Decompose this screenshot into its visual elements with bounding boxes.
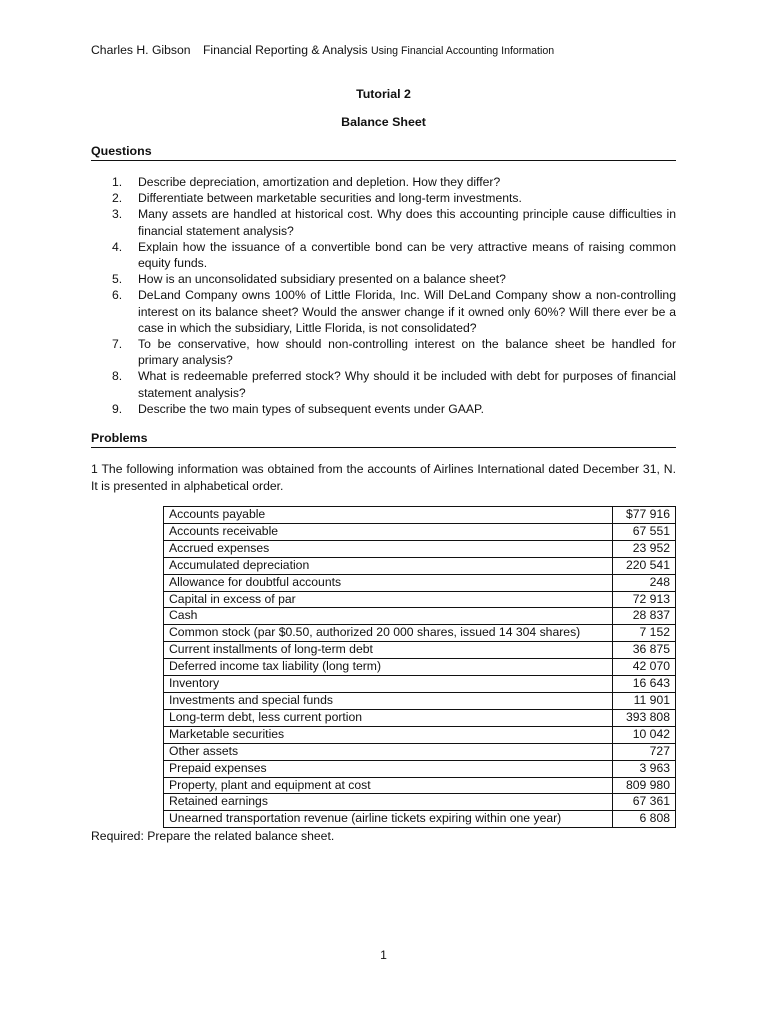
question-text: How is an unconsolidated subsidiary presented on a balance sheet? bbox=[138, 272, 506, 287]
question-number: 4. bbox=[112, 239, 123, 254]
table-row bbox=[164, 709, 676, 726]
account-amount-cell: 393 808 bbox=[613, 709, 676, 726]
questions-heading: Questions bbox=[91, 144, 676, 161]
table-row bbox=[164, 760, 676, 777]
table-row bbox=[164, 676, 676, 693]
question-item bbox=[91, 287, 676, 336]
account-amount-cell: 727 bbox=[613, 743, 676, 760]
question-text: What is redeemable preferred stock? Why should it be included with debt for purposes of financial statement analysis? bbox=[138, 369, 676, 400]
account-name-cell: Property, plant and equipment at cost bbox=[164, 777, 613, 794]
table-row bbox=[164, 726, 676, 743]
question-number: 6. bbox=[112, 288, 123, 303]
account-name-cell: Accrued expenses bbox=[164, 540, 613, 557]
account-amount-cell: 36 875 bbox=[613, 642, 676, 659]
running-header bbox=[91, 43, 554, 57]
question-item bbox=[91, 174, 676, 190]
account-name-cell: Inventory bbox=[164, 676, 613, 693]
question-item bbox=[91, 336, 676, 368]
account-amount-cell: 220 541 bbox=[613, 557, 676, 574]
table-row bbox=[164, 642, 676, 659]
question-text: Explain how the issuance of a convertible bond can be very attractive means of raising common equity funds. bbox=[138, 239, 676, 271]
problem-1-required: Required: Prepare the related balance sheet. bbox=[91, 829, 335, 843]
account-name-cell: Prepaid expenses bbox=[164, 760, 613, 777]
header-book-subtitle: Using Financial Accounting Information bbox=[370, 45, 555, 57]
table-row bbox=[164, 608, 676, 625]
question-text: DeLand Company owns 100% of Little Florida, Inc. Will DeLand Company show a non-controlling interest on its balance sheet? Would the answer change if it owned only 60%? Will there ever be a case in which the subsidiary, Little Florida, is not consolidated? bbox=[138, 288, 676, 335]
question-number: 7. bbox=[112, 337, 123, 352]
table-row bbox=[164, 811, 676, 828]
account-amount-cell: 72 913 bbox=[613, 591, 676, 608]
account-amount-cell: 3 963 bbox=[613, 760, 676, 777]
account-amount-cell: 67 361 bbox=[613, 794, 676, 811]
question-text: To be conservative, how should non-controlling interest on the balance sheet be handled for primary analysis? bbox=[138, 337, 676, 368]
header-book-title: Financial Reporting & Analysis bbox=[202, 43, 368, 57]
question-item bbox=[91, 271, 676, 287]
account-amount-cell: 28 837 bbox=[613, 608, 676, 625]
account-name-cell: Investments and special funds bbox=[164, 692, 613, 709]
table-row bbox=[164, 692, 676, 709]
account-amount-cell: $77 916 bbox=[613, 507, 676, 524]
account-amount-cell: 42 070 bbox=[613, 659, 676, 676]
account-name-cell: Unearned transportation revenue (airline tickets expiring within one year) bbox=[164, 811, 613, 828]
question-number: 9. bbox=[112, 401, 123, 416]
question-item bbox=[91, 368, 676, 400]
account-amount-cell: 248 bbox=[613, 574, 676, 591]
table-row bbox=[164, 794, 676, 811]
table-row bbox=[164, 574, 676, 591]
question-item bbox=[91, 401, 676, 417]
account-amount-cell: 23 952 bbox=[613, 540, 676, 557]
table-row bbox=[164, 540, 676, 557]
question-text: Describe the two main types of subsequent events under GAAP. bbox=[138, 401, 484, 416]
account-name-cell: Capital in excess of par bbox=[164, 591, 613, 608]
question-number: 1. bbox=[112, 175, 123, 189]
table-row bbox=[164, 591, 676, 608]
table-row bbox=[164, 523, 676, 540]
question-text: Describe depreciation, amortization and depletion. How they differ? bbox=[138, 175, 501, 189]
table-row bbox=[164, 507, 676, 524]
account-name-cell: Marketable securities bbox=[164, 726, 613, 743]
account-name-cell: Accounts payable bbox=[164, 507, 613, 524]
question-number: 8. bbox=[112, 369, 123, 384]
account-amount-cell: 11 901 bbox=[613, 692, 676, 709]
question-number: 2. bbox=[112, 191, 123, 206]
account-name-cell: Common stock (par $0.50, authorized 20 000 shares, issued 14 304 shares) bbox=[164, 625, 613, 642]
question-item bbox=[91, 206, 676, 238]
topic-title: Balance Sheet bbox=[341, 115, 426, 129]
question-item bbox=[91, 239, 676, 271]
account-amount-cell: 809 980 bbox=[613, 777, 676, 794]
page-number: 1 bbox=[380, 948, 387, 962]
question-text: Many assets are handled at historical cost. Why does this accounting principle cause difficulties in financial statement analysis? bbox=[138, 207, 676, 238]
problems-heading: Problems bbox=[91, 431, 676, 448]
account-name-cell: Accumulated depreciation bbox=[164, 557, 613, 574]
question-item bbox=[91, 190, 676, 206]
account-name-cell: Deferred income tax liability (long term) bbox=[164, 659, 613, 676]
account-name-cell: Current installments of long-term debt bbox=[164, 642, 613, 659]
tutorial-title: Tutorial 2 bbox=[356, 87, 411, 101]
problem-1-intro: 1 The following information was obtained from the accounts of Airlines International dated December 31, N. It is presented in alphabetical order. bbox=[91, 462, 676, 493]
account-amount-cell: 6 808 bbox=[613, 811, 676, 828]
question-number: 3. bbox=[112, 207, 123, 222]
header-author: Charles H. Gibson bbox=[91, 43, 191, 57]
table-row bbox=[164, 625, 676, 642]
question-text: Differentiate between marketable securities and long-term investments. bbox=[138, 191, 522, 206]
account-name-cell: Allowance for doubtful accounts bbox=[164, 574, 613, 591]
account-name-cell: Long-term debt, less current portion bbox=[164, 709, 613, 726]
table-row bbox=[164, 557, 676, 574]
account-name-cell: Cash bbox=[164, 608, 613, 625]
account-amount-cell: 16 643 bbox=[613, 676, 676, 693]
accounts-table bbox=[163, 506, 676, 828]
account-amount-cell: 67 551 bbox=[613, 523, 676, 540]
account-amount-cell: 7 152 bbox=[613, 625, 676, 642]
questions-list bbox=[91, 174, 676, 417]
table-row bbox=[164, 777, 676, 794]
question-number: 5. bbox=[112, 272, 123, 287]
account-amount-cell: 10 042 bbox=[613, 726, 676, 743]
account-name-cell: Other assets bbox=[164, 743, 613, 760]
table-row bbox=[164, 659, 676, 676]
account-name-cell: Retained earnings bbox=[164, 794, 613, 811]
account-name-cell: Accounts receivable bbox=[164, 523, 613, 540]
table-row bbox=[164, 743, 676, 760]
